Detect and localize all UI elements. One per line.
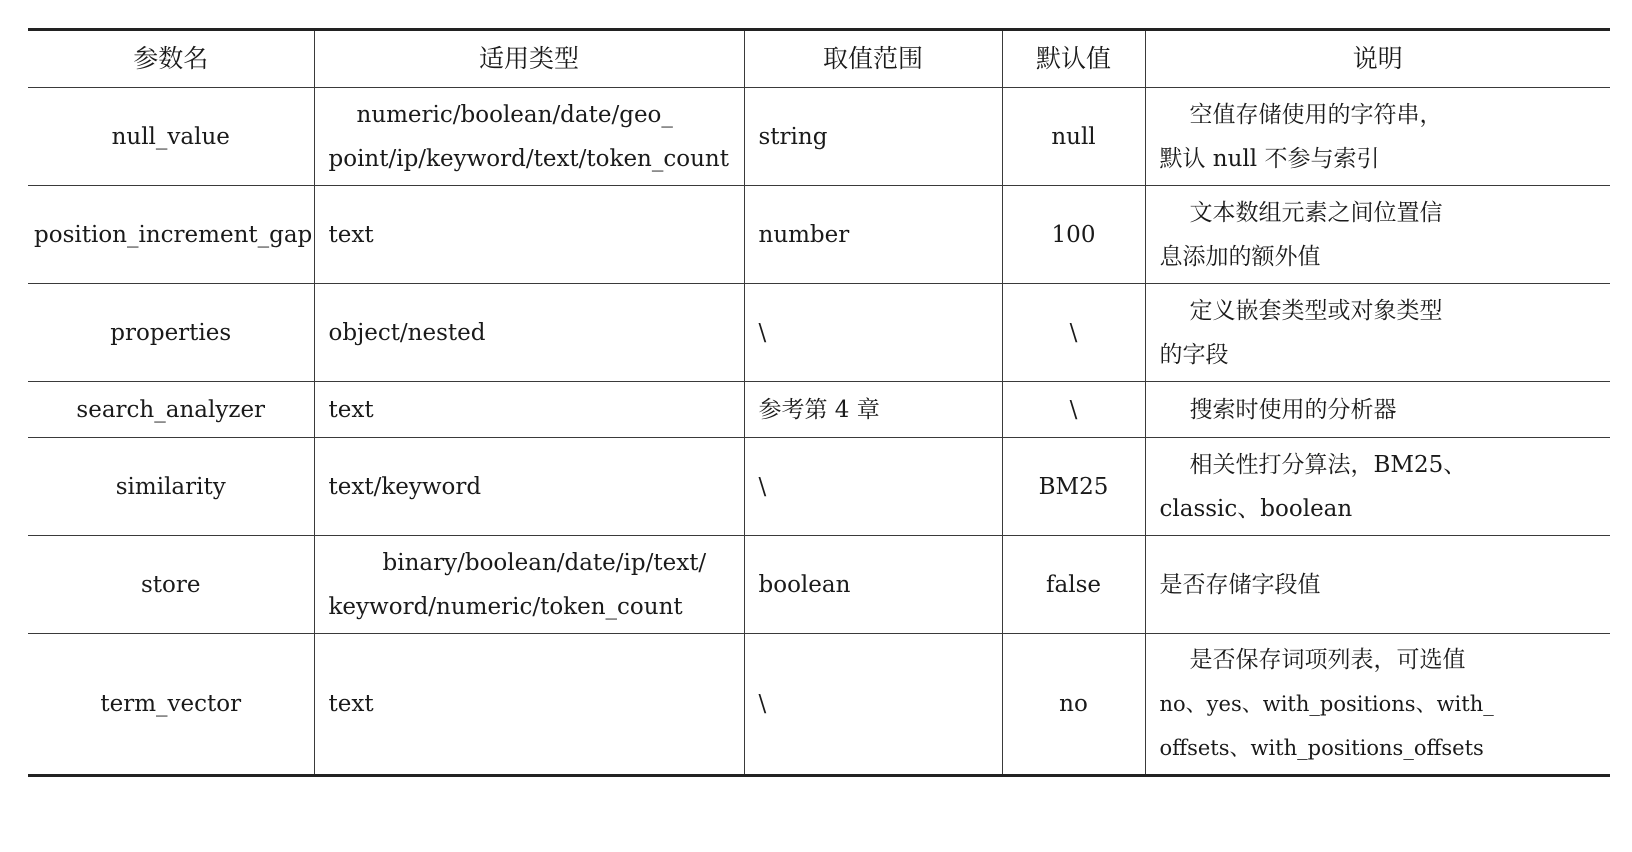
description-line: classic、boolean [1159,495,1353,522]
default-cell: BM25 [1002,438,1145,536]
types-line: binary/boolean/date/ip/text/ [382,549,707,576]
description-line: 相关性打分算法，BM25、 [1189,451,1467,478]
description-line: 搜索时使用的分析器 [1189,396,1397,423]
table-row [28,88,1610,186]
header-range: 取值范围 [744,30,1002,88]
default-cell: \ [1002,284,1145,382]
table-row [28,438,1610,536]
table-row [28,382,1610,438]
table-row [28,536,1610,634]
types-cell [314,536,744,634]
description-cell [1145,186,1610,284]
table-row [28,186,1610,284]
types-line: point/ip/keyword/text/token_count [328,145,729,172]
default-cell: \ [1002,382,1145,438]
range-cell: number [744,186,1002,284]
description-line: 空值存储使用的字符串， [1189,101,1443,128]
parameter-table [28,28,1610,777]
description-line: 定义嵌套类型或对象类型 [1189,297,1443,324]
default-cell: null [1002,88,1145,186]
description-line: 是否保存词项列表，可选值 [1189,647,1466,673]
range-cell: \ [744,438,1002,536]
header-name: 参数名 [28,30,314,88]
types-cell [314,382,744,438]
table-row [28,284,1610,382]
description-line: offsets、with_positions_offsets [1159,736,1484,760]
description-line: 是否存储字段值 [1159,571,1321,598]
types-line: text [328,396,374,423]
description-line: 的字段 [1159,341,1229,368]
types-line: text [328,691,374,717]
description-line: 息添加的额外值 [1159,243,1321,270]
description-cell [1145,634,1610,776]
types-line: numeric/boolean/date/geo_ [356,101,673,128]
range-cell: \ [744,284,1002,382]
header-default: 默认值 [1002,30,1145,88]
description-line: 默认 null 不参与索引 [1159,145,1380,172]
description-line: no、yes、with_positions、with_ [1159,692,1494,716]
default-cell: no [1002,634,1145,776]
types-line: object/nested [328,319,486,346]
table-row [28,634,1610,776]
param-name-cell: null_value [28,88,314,186]
param-name-cell: properties [28,284,314,382]
types-cell [314,186,744,284]
param-name-cell: position_increment_gap [28,186,314,284]
types-line: keyword/numeric/token_count [328,593,683,620]
param-name-cell: store [28,536,314,634]
description-cell [1145,88,1610,186]
types-cell [314,284,744,382]
types-cell [314,438,744,536]
description-cell [1145,284,1610,382]
header-description: 说明 [1145,30,1610,88]
types-line: text/keyword [328,473,482,500]
header-types: 适用类型 [314,30,744,88]
range-cell: \ [744,634,1002,776]
description-cell [1145,536,1610,634]
param-name-cell: term_vector [28,634,314,776]
types-line: text [328,221,374,248]
param-name-cell: search_analyzer [28,382,314,438]
range-cell: 参考第 4 章 [744,382,1002,438]
types-cell [314,88,744,186]
range-cell: boolean [744,536,1002,634]
description-cell [1145,382,1610,438]
range-cell: string [744,88,1002,186]
param-name-cell: similarity [28,438,314,536]
description-line: 文本数组元素之间位置信 [1189,199,1443,226]
default-cell: false [1002,536,1145,634]
default-cell: 100 [1002,186,1145,284]
types-cell [314,634,744,776]
description-cell [1145,438,1610,536]
header-row [28,30,1610,88]
